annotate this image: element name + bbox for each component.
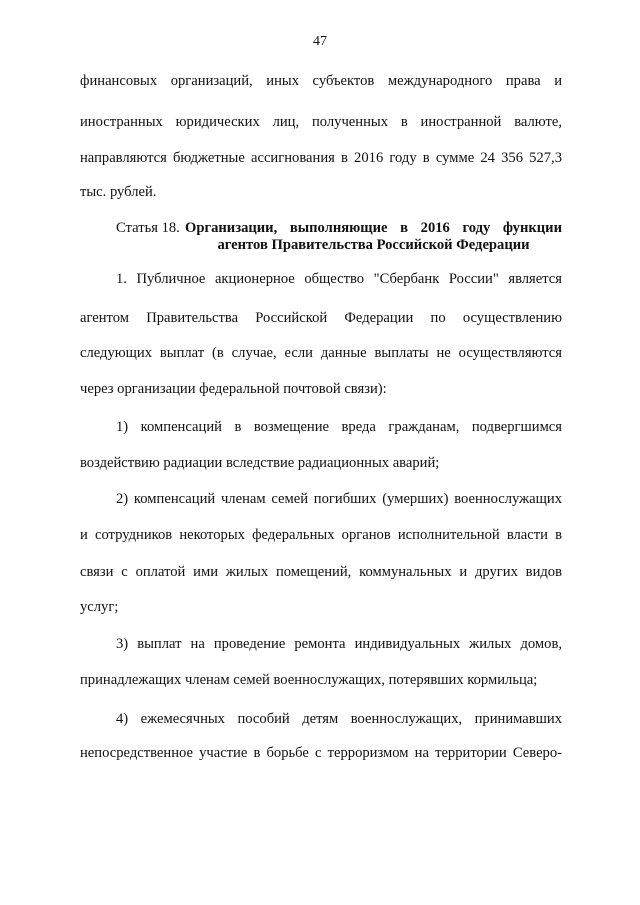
text-line: непосредственное участие в борьбе с терроризмом на территории Северо- [80,745,562,761]
text-line: 2) компенсаций членам семей погибших (умерших) военнослужащих [116,491,562,507]
page-number: 47 [313,34,327,49]
text-line: 1. Публичное акционерное общество "Сбербанк России" является [116,271,562,287]
text-line: 4) ежемесячных пособий детям военнослужащих, принимавших [116,711,562,727]
text-line: следующих выплат (в случае, если данные выплаты не осуществляются [80,345,562,361]
article-title-line2: агентов Правительства Российской Федерации [217,237,530,253]
text-line: финансовых организаций, иных субъектов международного права и [80,73,562,89]
text-line: 3) выплат на проведение ремонта индивидуальных жилых домов, [116,636,562,652]
text-line: через организации федеральной почтовой связи): [80,381,387,397]
text-line: 1) компенсаций в возмещение вреда гражданам, подвергшимся [116,419,562,435]
text-line: тыс. рублей. [80,184,157,200]
text-line: агентом Правительства Российской Федерации по осуществлению [80,310,562,326]
article-title-line1: Организации, выполняющие в 2016 году функции [185,220,562,236]
text-line: услуг; [80,599,119,615]
text-line: связи с оплатой ими жилых помещений, коммунальных и других видов [80,564,562,580]
article-label: Статья 18. [116,220,180,236]
text-line: принадлежащих членам семей военнослужащих, потерявших кормильца; [80,672,538,688]
text-line: иностранных юридических лиц, полученных в иностранной валюте, [80,114,562,130]
text-line: и сотрудников некоторых федеральных органов исполнительной власти в [80,527,562,543]
text-line: воздействию радиации вследствие радиационных аварий; [80,455,440,471]
text-line: направляются бюджетные ассигнования в 2016 году в сумме 24 356 527,3 [80,150,562,166]
